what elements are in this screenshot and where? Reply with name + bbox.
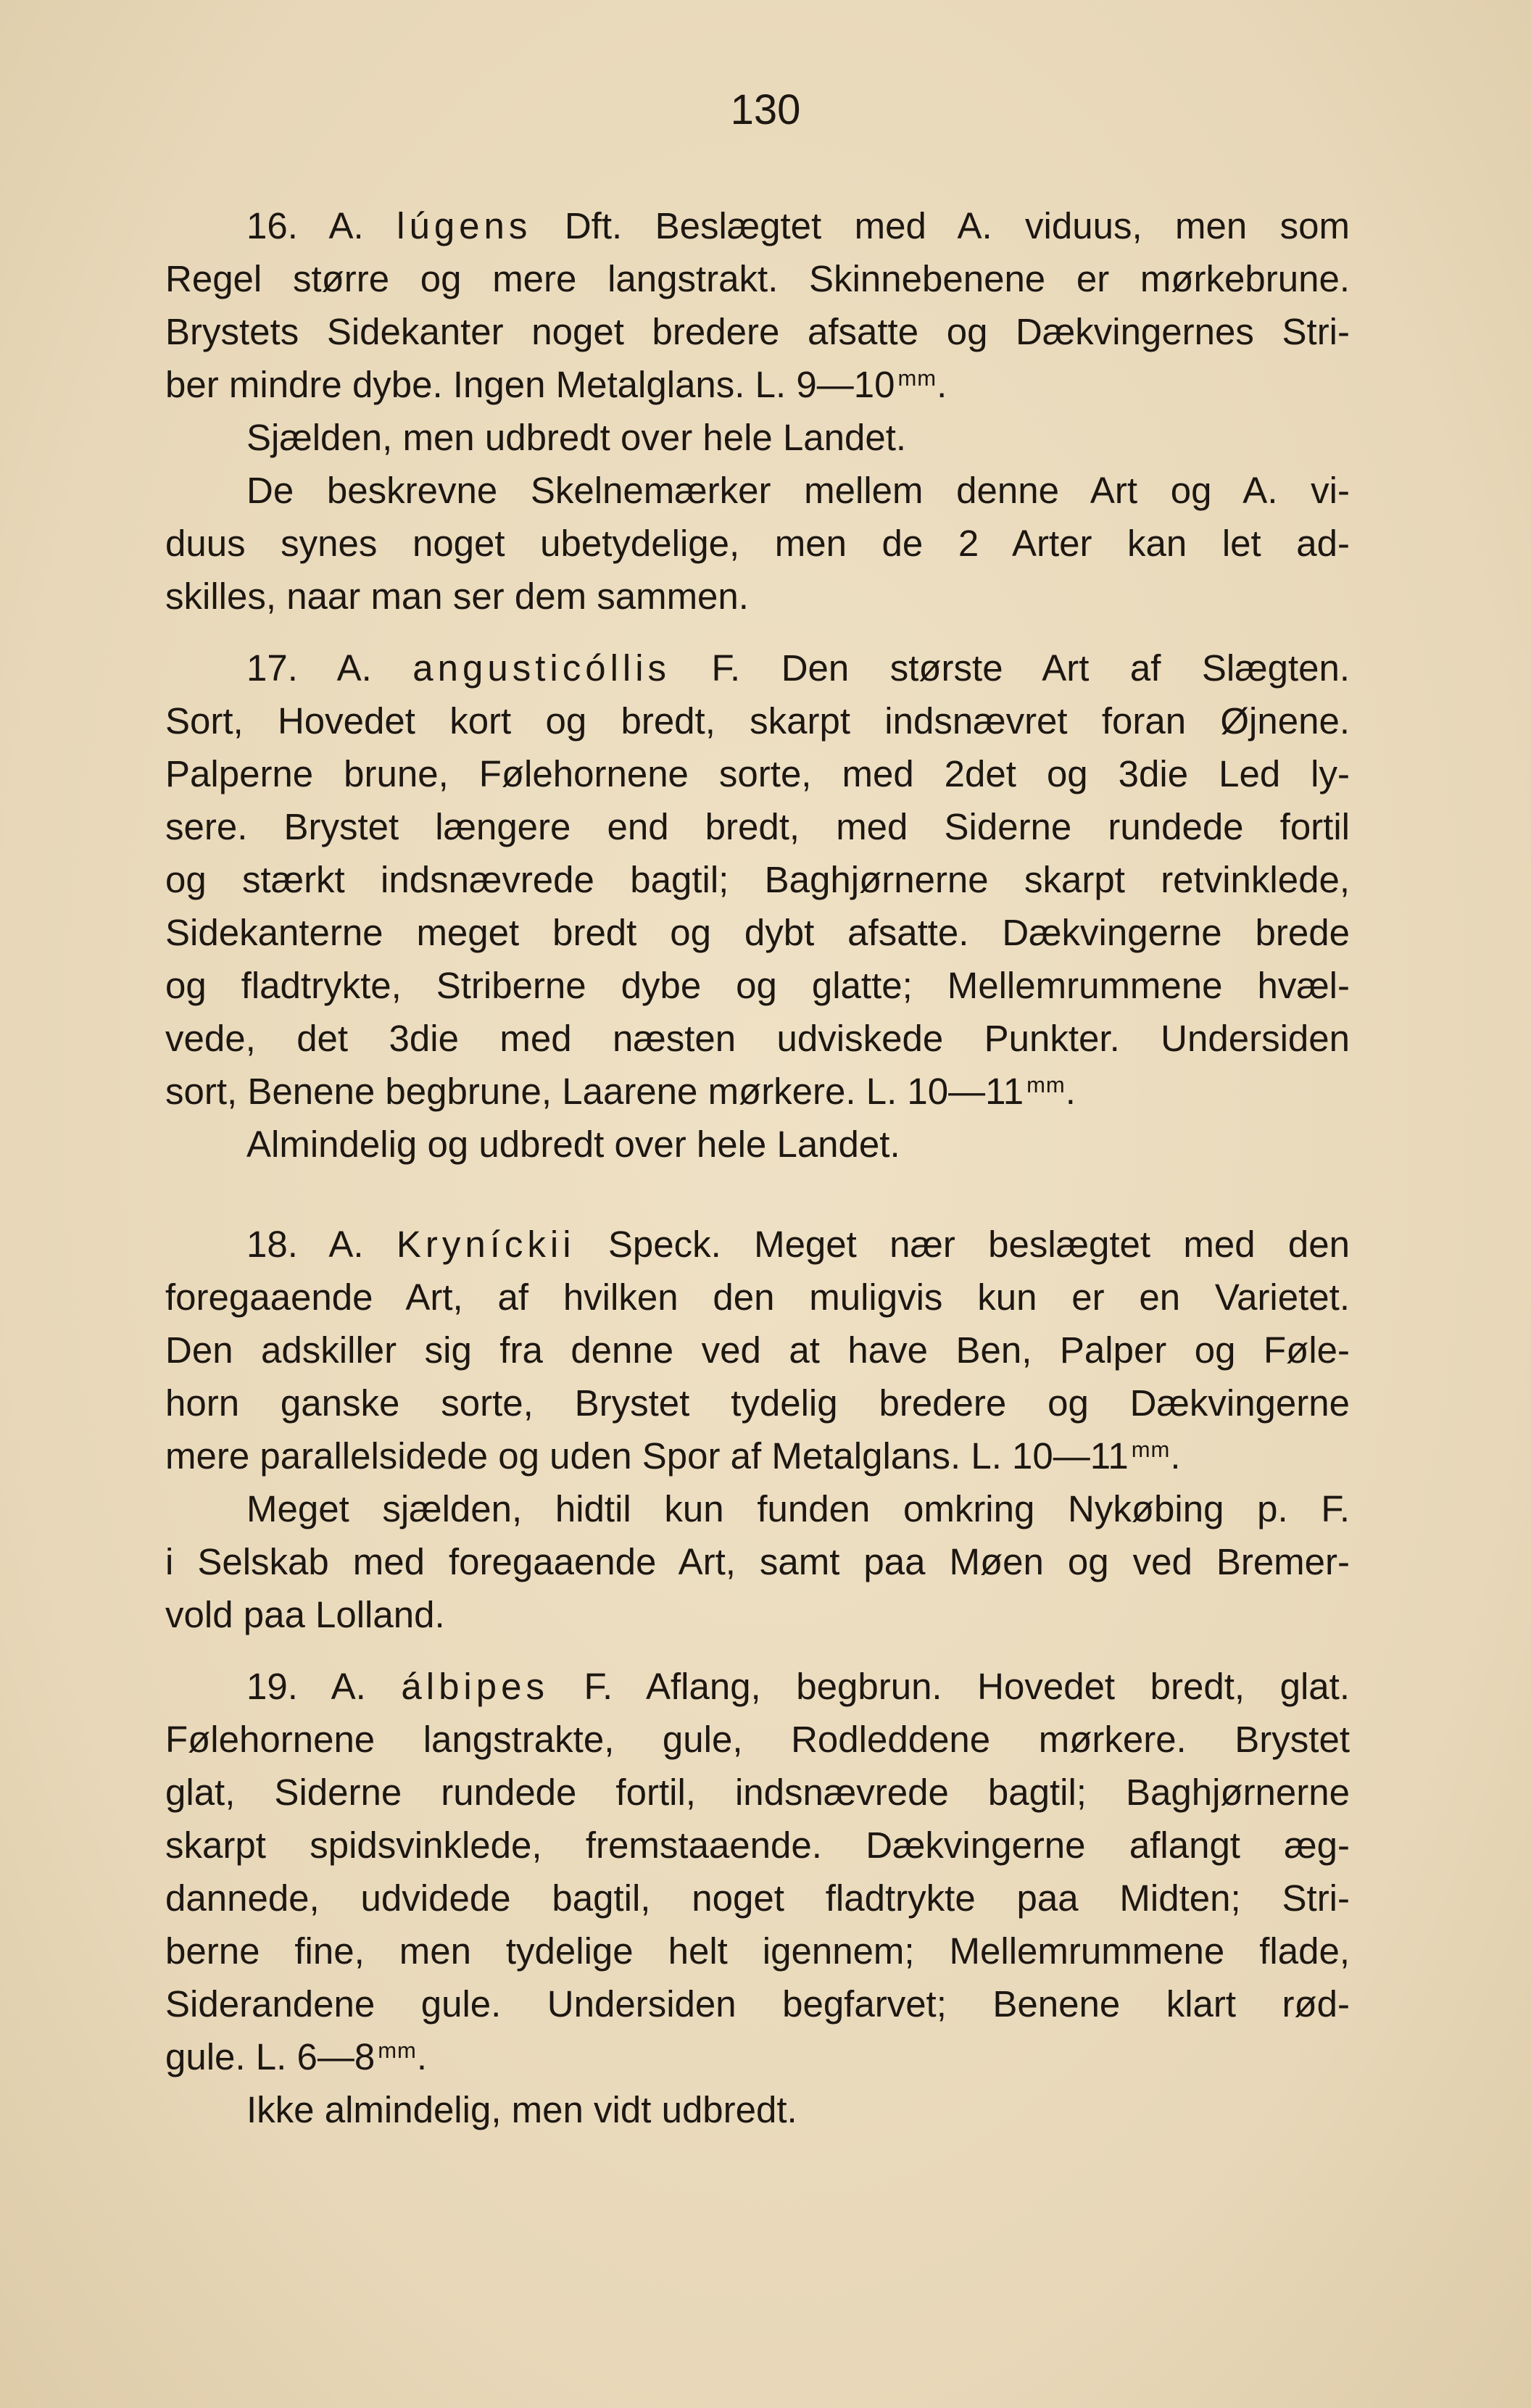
entry-note-line: vold paa Lolland.: [165, 1594, 445, 1635]
entry-text-line: glat, Siderne rundede fortil, indsnævrede bagtil; Baghjørnerne: [165, 1772, 1350, 1813]
entry-genus: A.: [328, 1224, 364, 1265]
entry-note-line: De beskrevne Skelnemærker mellem denne Art og A. vi-: [246, 470, 1350, 511]
entry-note-line: Almindelig og udbredt over hele Landet.: [246, 1124, 900, 1165]
entry-text-line: Følehornene langstrakte, gule, Rodleddene mørkere. Brystet: [165, 1719, 1350, 1760]
page-number: 130: [730, 86, 801, 133]
entry-number: 17.: [246, 647, 298, 689]
size-punct: .: [1065, 1071, 1076, 1112]
entry-genus: A.: [331, 1666, 366, 1707]
entry-note-line: Sjælden, men udbredt over hele Landet.: [246, 417, 907, 458]
entry-number: 16.: [246, 205, 298, 246]
entry-note-line: Meget sjælden, hidtil kun funden omkring Nykøbing p. F.: [246, 1488, 1350, 1529]
size-text: ber mindre dybe. Ingen Metalglans. L. 9—10: [165, 364, 895, 405]
size-unit: mm: [1026, 1072, 1066, 1097]
entry-text-line: Siderandene gule. Undersiden begfarvet; Benene klart rød-: [165, 1983, 1350, 2025]
entry-note-line: duus synes noget ubetydelige, men de 2 Arter kan let ad-: [165, 523, 1350, 564]
entry-text-line: Regel større og mere langstrakt. Skinnebenene er mørkebrune.: [165, 258, 1350, 299]
entry-species-name: álbipes: [401, 1666, 549, 1707]
entry-text-line: vede, det 3die med næsten udviskede Punkter. Undersiden: [165, 1018, 1350, 1059]
entry-heading-text: Speck. Meget nær beslægtet med den: [607, 1224, 1350, 1265]
entry-heading-text: F. Aflang, begbrun. Hovedet bredt, glat.: [584, 1666, 1350, 1707]
entry-text-line: sere. Brystet længere end bredt, med Siderne rundede fortil: [165, 806, 1350, 847]
size-punct: .: [937, 364, 947, 405]
entry-heading-line: [165, 1660, 1350, 1713]
size-punct: .: [416, 2036, 428, 2077]
species-entry-17: [165, 642, 1350, 1171]
entry-heading-line: [165, 642, 1350, 694]
entry-size-line: [165, 358, 1350, 411]
species-entry-18: [165, 1218, 1350, 1641]
entry-text-line: Brystets Sidekanter noget bredere afsatte og Dækvingernes Stri-: [165, 311, 1350, 352]
entry-species-name: lúgens: [397, 205, 532, 246]
entry-text-line: dannede, udvidede bagtil, noget fladtrykte paa Midten; Stri-: [165, 1877, 1350, 1919]
entry-genus: A.: [336, 647, 372, 689]
entry-text-line: og stærkt indsnævrede bagtil; Baghjørnerne skarpt retvinklede,: [165, 859, 1350, 900]
size-text: sort, Benene begbrune, Laarene mørkere. L. 10—11: [165, 1071, 1024, 1112]
entry-note-line: Ikke almindelig, men vidt udbredt.: [246, 2089, 797, 2130]
entry-size-line: [165, 2030, 1350, 2083]
entry-heading-line: [165, 1218, 1350, 1271]
entry-species-name: angusticóllis: [412, 647, 671, 689]
entry-text-line: Den adskiller sig fra denne ved at have Ben, Palper og Føle-: [165, 1329, 1350, 1371]
entry-size-line: [165, 1065, 1350, 1118]
species-entry-16: [165, 199, 1350, 623]
size-text: mere parallelsidede og uden Spor af Metalglans. L. 10—11: [165, 1435, 1129, 1477]
size-unit: mm: [378, 2038, 417, 2063]
entry-heading-line: [165, 199, 1350, 252]
entry-text-line: Sort, Hovedet kort og bredt, skarpt indsnævret foran Øjnene.: [165, 700, 1350, 742]
entry-text-line: horn ganske sorte, Brystet tydelig bredere og Dækvingerne: [165, 1382, 1350, 1424]
entry-heading-text: F. Den største Art af Slægten.: [711, 647, 1350, 689]
size-unit: mm: [897, 365, 937, 391]
entry-text-line: foregaaende Art, af hvilken den muligvis kun er en Varietet.: [165, 1276, 1350, 1318]
entry-text-line: skarpt spidsvinklede, fremstaaende. Dækvingerne aflangt æg-: [165, 1824, 1350, 1866]
entry-text-line: berne fine, men tydelige helt igennem; Mellemrummene flade,: [165, 1930, 1350, 1972]
size-punct: .: [1170, 1435, 1181, 1477]
entry-genus: A.: [328, 205, 364, 246]
entry-note-line: skilles, naar man ser dem sammen.: [165, 576, 749, 617]
size-unit: mm: [1131, 1437, 1171, 1462]
size-text: gule. L. 6—8: [165, 2036, 376, 2077]
entry-number: 18.: [246, 1224, 298, 1265]
entry-text-line: og fladtrykte, Striberne dybe og glatte; Mellemrummene hvæl-: [165, 965, 1350, 1006]
entry-species-name: Kryníckii: [396, 1224, 576, 1265]
species-entry-19: [165, 1660, 1350, 2136]
entry-heading-text: Dft. Beslægtet med A. viduus, men som: [564, 205, 1350, 246]
entry-size-line: [165, 1429, 1350, 1482]
entry-text-line: Palperne brune, Følehornene sorte, med 2det og 3die Led ly-: [165, 753, 1350, 794]
entry-number: 19.: [246, 1666, 298, 1707]
entry-note-line: i Selskab med foregaaende Art, samt paa Møen og ved Bremer-: [165, 1541, 1350, 1582]
entry-text-line: Sidekanterne meget bredt og dybt afsatte. Dækvingerne brede: [165, 912, 1350, 953]
